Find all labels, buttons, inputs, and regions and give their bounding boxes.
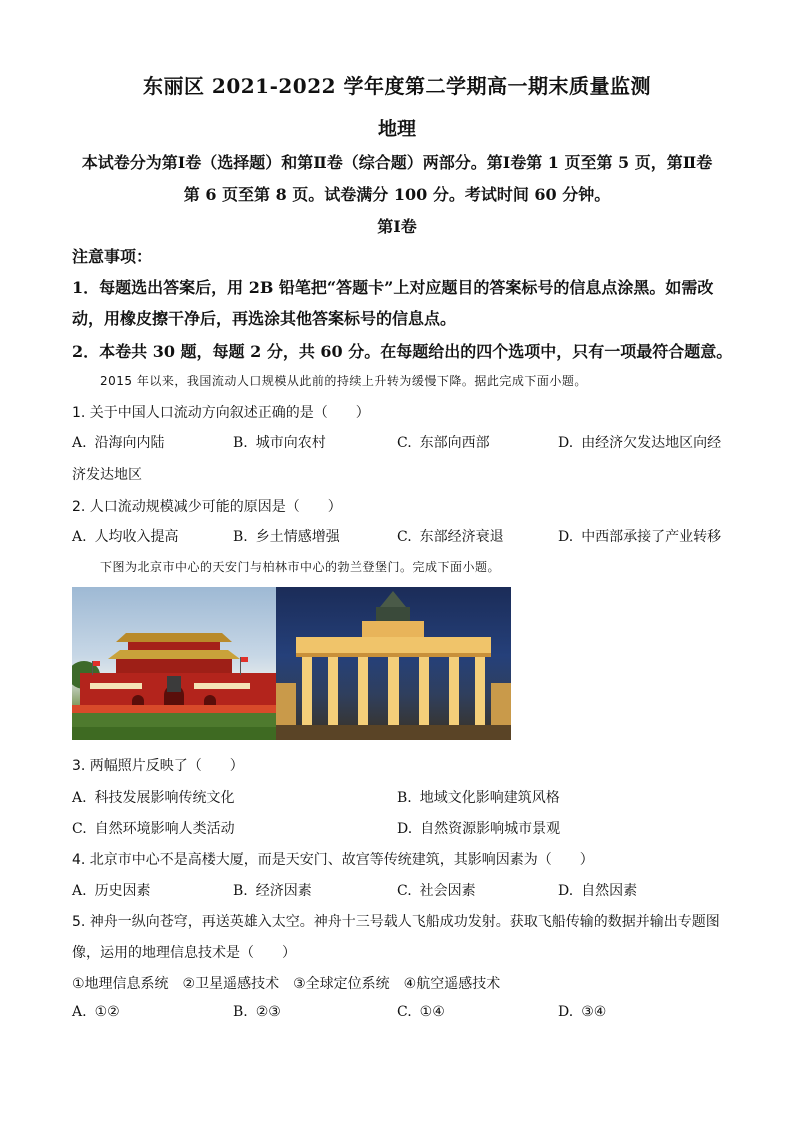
q5-items: ①地理信息系统 ②卫星遥感技术 ③全球定位系统 ④航空遥感技术 xyxy=(72,976,501,992)
q1-option-c[interactable] xyxy=(397,432,490,452)
q4-option-a[interactable] xyxy=(72,880,151,900)
option-text: 中西部承接了产业转移 xyxy=(581,529,722,545)
q5-option-c[interactable] xyxy=(397,1004,445,1020)
option-text: 经济因素 xyxy=(255,883,312,899)
option-text: 科技发展影响传统文化 xyxy=(94,790,235,806)
option-text: 东部向西部 xyxy=(419,435,490,451)
option-key: B. xyxy=(233,435,248,451)
note-1-line-1: 1．每题选出答案后，用 2B 铅笔把“答题卡”上对应题目的答案标号的信息点涂黑。如需改 xyxy=(72,278,714,297)
q1-option-b[interactable] xyxy=(233,432,326,452)
q1-option-a[interactable] xyxy=(72,432,165,452)
option-text: 东部经济衰退 xyxy=(419,529,504,545)
subject-title: 地理 xyxy=(377,118,416,140)
q5-option-a[interactable] xyxy=(72,1004,120,1020)
q4-stem: 4. 北京市中心不是高楼大厦，而是天安门、故宫等传统建筑，其影响因素为（ ） xyxy=(72,852,594,868)
option-key: B. xyxy=(233,529,248,545)
option-text: 城市向农村 xyxy=(255,435,326,451)
notes-heading: 注意事项： xyxy=(72,247,153,266)
q1-option-d[interactable] xyxy=(558,432,721,452)
tiananmen-illustration xyxy=(72,587,276,740)
tiananmen-photo xyxy=(72,587,276,740)
option-key: C. xyxy=(397,529,412,545)
option-key: A. xyxy=(72,435,87,451)
option-text: ③④ xyxy=(581,1004,607,1020)
option-key: D. xyxy=(558,529,574,545)
q4-option-c[interactable] xyxy=(397,880,476,900)
q3-stem: 3. 两幅照片反映了（ ） xyxy=(72,758,244,774)
option-key: A. xyxy=(72,529,87,545)
option-key: D. xyxy=(558,883,574,899)
q1-option-d-wrap: 济发达地区 xyxy=(72,467,142,483)
intro-line-2: 第 6 页至第 8 页。试卷满分 100 分。考试时间 60 分钟。 xyxy=(183,185,611,204)
q5-stem-line-1: 5. 神舟一纵向苍穹，再送英雄入太空。神舟十三号载人飞船成功发射。获取飞船传输的数据并输出专题图 xyxy=(72,914,720,930)
option-text: 乡土情感增强 xyxy=(255,529,340,545)
option-key: A. xyxy=(72,883,87,899)
q2-option-a[interactable] xyxy=(72,526,179,546)
q4-option-b[interactable] xyxy=(233,880,312,900)
exam-title: 东丽区 2021-2022 学年度第二学期高一期末质量监测 xyxy=(142,74,652,98)
option-key: C. xyxy=(397,883,412,899)
option-key: C. xyxy=(397,435,412,451)
option-key: A. xyxy=(72,1004,87,1020)
note-1-line-2: 动，用橡皮擦干净后，再选涂其他答案标号的信息点。 xyxy=(72,309,457,328)
option-text: 自然环境影响人类活动 xyxy=(94,821,235,837)
material-1: 2015 年以来，我国流动人口规模从此前的持续上升转为缓慢下降。据此完成下面小题。 xyxy=(100,374,587,388)
q3-option-a[interactable] xyxy=(72,787,235,807)
q5-option-d[interactable] xyxy=(558,1004,606,1020)
option-key: D. xyxy=(558,435,574,451)
option-text: 沿海向内陆 xyxy=(94,435,165,451)
intro-line-1: 本试卷分为第Ⅰ卷（选择题）和第Ⅱ卷（综合题）两部分。第Ⅰ卷第 1 页至第 5 页，第Ⅱ卷 xyxy=(81,153,713,172)
material-2: 下图为北京市中心的天安门与柏林市中心的勃兰登堡门。完成下面小题。 xyxy=(100,560,501,574)
option-key: B. xyxy=(397,790,412,806)
option-key: B. xyxy=(233,883,248,899)
option-key: C. xyxy=(72,821,87,837)
option-text: ②③ xyxy=(255,1004,281,1020)
q3-option-c[interactable] xyxy=(72,818,235,838)
q3-option-d[interactable] xyxy=(397,818,560,838)
q2-option-d[interactable] xyxy=(558,526,721,546)
option-text: 社会因素 xyxy=(419,883,476,899)
note-2: 2．本卷共 30 题，每题 2 分，共 60 分。在每题给出的四个选项中，只有一项最符合题意。 xyxy=(72,342,733,361)
q2-option-b[interactable] xyxy=(233,526,340,546)
option-text: 自然因素 xyxy=(581,883,638,899)
option-text: ①② xyxy=(94,1004,120,1020)
option-text: 自然资源影响城市景观 xyxy=(420,821,561,837)
option-text: ①④ xyxy=(419,1004,445,1020)
option-key: D. xyxy=(397,821,413,837)
q2-stem: 2. 人口流动规模减少可能的原因是（ ） xyxy=(72,499,342,515)
option-text: 地域文化影响建筑风格 xyxy=(419,790,560,806)
brandenburg-gate-photo xyxy=(276,587,511,740)
q5-stem-line-2: 像，运用的地理信息技术是（ ） xyxy=(72,945,296,961)
section-title: 第Ⅰ卷 xyxy=(377,217,417,236)
option-text: 由经济欠发达地区向经 xyxy=(581,435,722,451)
option-text: 历史因素 xyxy=(94,883,151,899)
q4-option-d[interactable] xyxy=(558,880,637,900)
q1-stem: 1. 关于中国人口流动方向叙述正确的是（ ） xyxy=(72,405,370,421)
option-key: C. xyxy=(397,1004,412,1020)
option-text: 人均收入提高 xyxy=(94,529,179,545)
option-key: D. xyxy=(558,1004,574,1020)
option-key: A. xyxy=(72,790,87,806)
option-key: B. xyxy=(233,1004,248,1020)
brandenburg-gate-illustration xyxy=(276,587,511,740)
q2-option-c[interactable] xyxy=(397,526,504,546)
q5-option-b[interactable] xyxy=(233,1004,281,1020)
q3-option-b[interactable] xyxy=(397,787,560,807)
